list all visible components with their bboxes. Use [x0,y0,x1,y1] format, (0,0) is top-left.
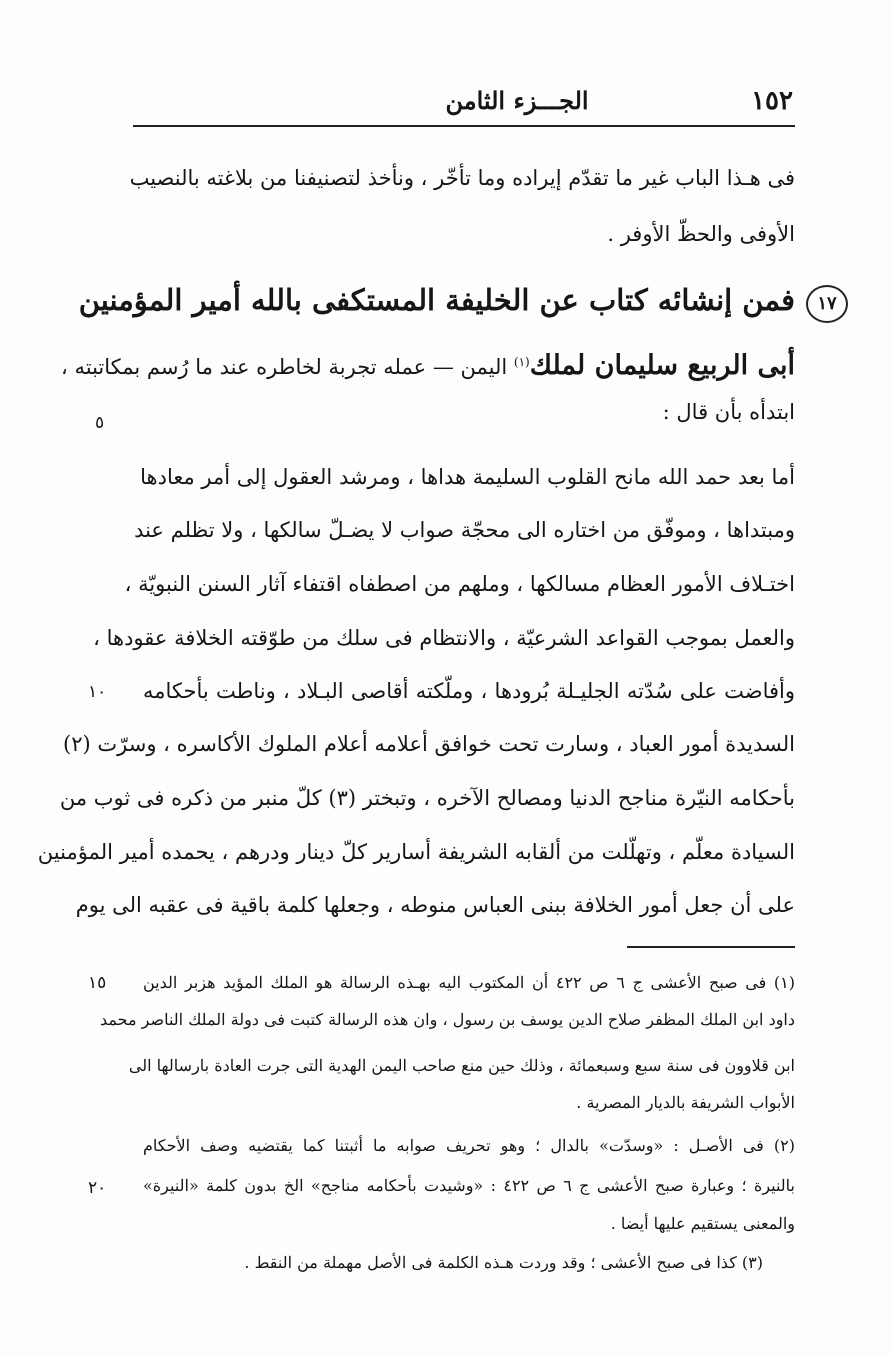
footnote-divider [627,946,795,948]
intro-line-1: فى هـذا الباب غير ما تقدّم إيراده وما تأخّر ، ونأخذ لتصنيفنا من بلاغته بالنصيب [129,166,795,190]
footnote-1-line: الأبواب الشريفة بالديار المصرية . [576,1093,795,1112]
body-line: والعمل بموجب القواعد الشرعيّة ، والانتظام فى سلك من طوّقته الخلافة عقودها ، [93,626,795,650]
heading-line-1: فمن إنشائه كتاب عن الخليفة المستكفى بالله أمير المؤمنين [78,283,795,317]
footnote-2-line: والمعنى يستقيم عليها أيضا . [610,1214,795,1233]
footnote-ref-1: (١) [513,355,530,369]
margin-line-number: ١٥ [88,973,107,993]
footnote-1-line: ابن قلاوون فى سنة سبع وسبعمائة ، وذلك حين منع صاحب اليمن الهدية التى جرت العادة بارسالها الى [128,1056,795,1075]
footnote-2-line: بالنيرة ؛ وعبارة صبح الأعشى ج ٦ ص ٤٢٢ : «وشيدت بأحكامه مناجح» الخ بدون كلمة «النيرة» [143,1176,796,1195]
intro-line-2: الأوفى والحظّ الأوفر . [607,222,795,246]
section-number-marker: ١٧ [806,285,848,323]
header-divider [133,125,795,127]
margin-line-number: ١٠ [88,682,107,702]
running-header-title: الجـــزء الثامن [445,86,589,115]
margin-line-number: ٢٠ [88,1178,107,1198]
heading-line-2-start: أبى الربيع سليمان لملك [529,350,795,381]
heading-line-3: ابتدأه بأن قال : [662,400,795,424]
footnote-3-line: (٣) كذا فى صبح الأعشى ؛ وقد وردت هـذه الكلمة فى الأصل مهملة من النقط . [244,1253,763,1272]
heading-line-2-end: اليمن — عمله تجربة لخاطره عند ما رُسم بمكاتبته ، [61,355,514,379]
body-line: ومبتداها ، وموفّق من اختاره الى محجّة صواب لا يضـلّ سالكها ، ولا تظلم عند [134,518,795,542]
heading-line-2 [61,350,795,381]
body-line: أما بعد حمد الله مانح القلوب السليمة هداها ، ومرشد العقول إلى أمر معادها [140,465,795,489]
body-line: وأفاضت على سُدّته الجليـلة بُرودها ، وملّكته أقاصى البـلاد ، وناطت بأحكامه [143,679,795,703]
footnote-1-line: داود ابن الملك المظفر صلاح الدين يوسف بن رسول ، وان هذه الرسالة كتبت فى دولة الملك الناصر محمد [100,1010,795,1029]
body-line: على أن جعل أمور الخلافة ببنى العباس منوطه ، وجعلها كلمة باقية فى عقبه الى يوم [75,893,795,917]
body-line: بأحكامه النيّرة مناجح الدنيا ومصالح الآخره ، وتبختر (٣) كلّ منبر من ذكره فى ثوب من [59,786,795,810]
body-line: اختـلاف الأمور العظام مسالكها ، وملهم من اصطفاه اقتفاء آثار السنن النبويّة ، [124,572,795,596]
page-number: ١٥٢ [751,86,793,116]
body-line: السديدة أمور العباد ، وسارت تحت خوافق أعلامه أعلام الملوك الأكاسره ، وسرّت (٢) [63,732,795,756]
footnote-1-line: (١) فى صبح الأعشى ج ٦ ص ٤٢٢ أن المكتوب اليه بهـذه الرسالة هو الملك المؤيد هزبر الدين [143,973,796,992]
body-line: السيادة معلّم ، وتهلّلت من ألقابه الشريفة أسارير كلّ دينار ودرهم ، يحمده أمير المؤمنين [37,840,795,864]
margin-line-number: ٥ [95,413,105,433]
footnote-2-line: (٢) فى الأصـل : «وسدّت» بالدال ؛ وهو تحريف صوابه ما أثبتنا كما يقتضيه وصف الأحكام [143,1136,795,1155]
